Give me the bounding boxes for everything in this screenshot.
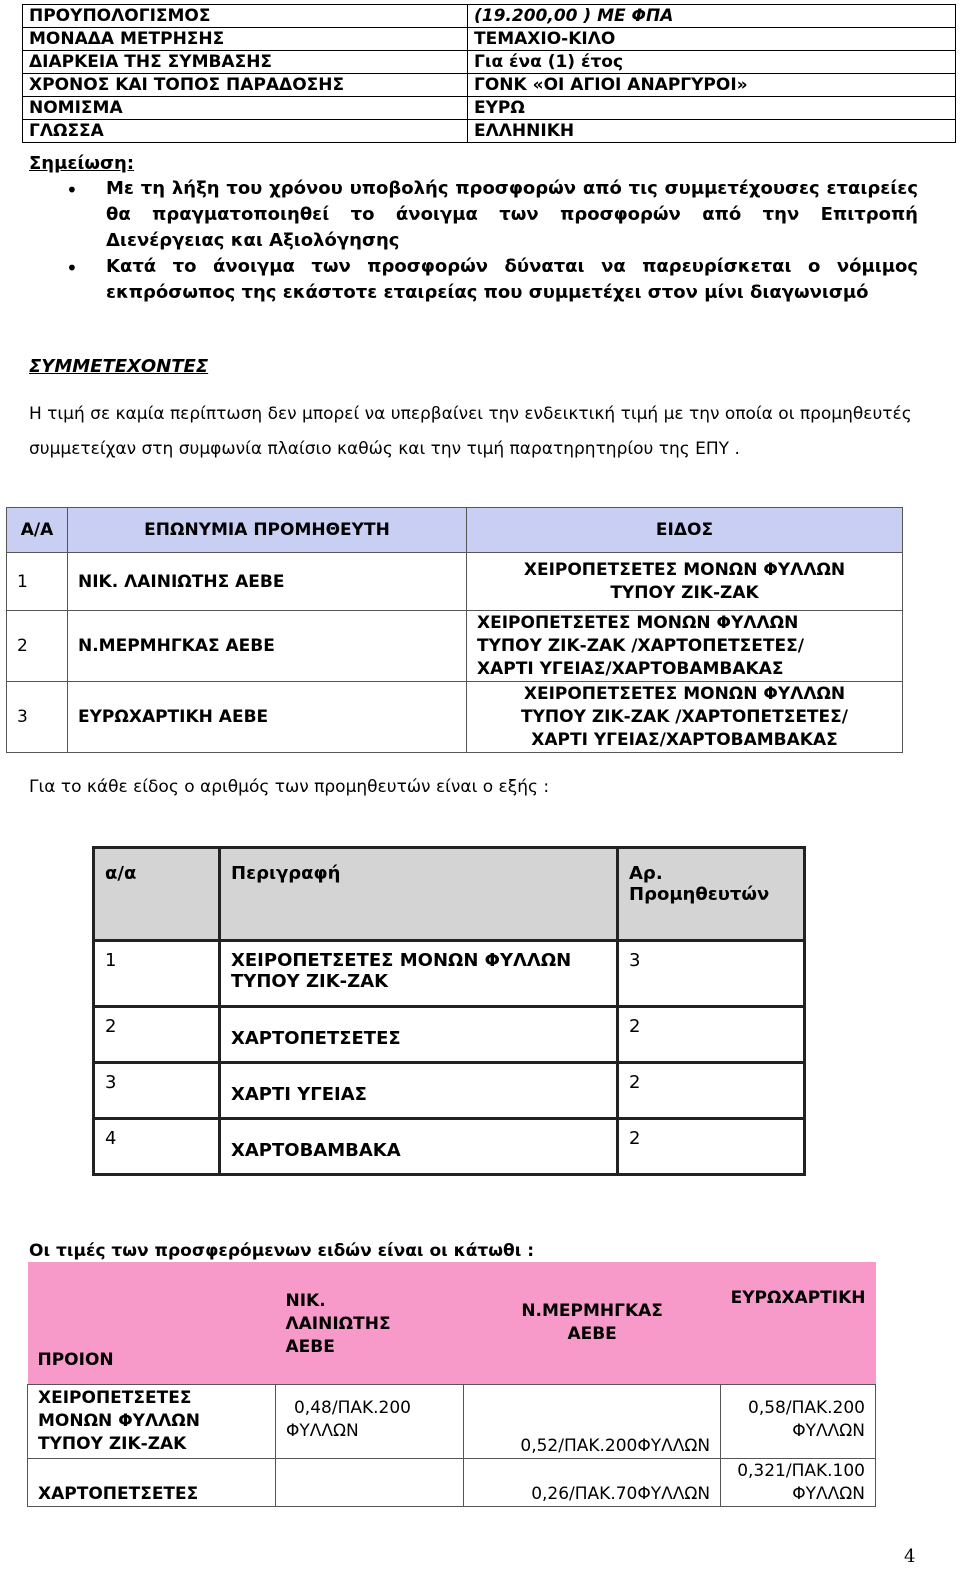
description-line: ΧΕΙΡΟΠΕΤΣΕΤΕΣ ΜΟΝΩΝ ΦΥΛΛΩΝ — [231, 950, 572, 971]
price-table — [27, 1262, 876, 1507]
supplier-kind — [467, 553, 903, 611]
spec-value: ΤΕΜΑΧΙΟ-ΚΙΛΟ — [468, 28, 956, 51]
column-header: Περιγραφή — [220, 848, 618, 941]
price-line: ΦΥΛΛΩΝ — [792, 1421, 865, 1441]
price-line: 0,321/ΠΑΚ.100 — [737, 1460, 865, 1481]
table-row — [94, 1063, 805, 1119]
supplier-name: ΝΙΚ. ΛΑΙΝΙΩΤΗΣ ΑΕΒΕ — [68, 553, 467, 611]
spec-value: (19.200,00 ) ΜΕ ΦΠΑ — [468, 5, 956, 28]
column-header: α/α — [94, 848, 220, 941]
row-number: 4 — [94, 1119, 220, 1175]
price-cell — [721, 1459, 876, 1507]
count-intro: Για το κάθε είδος ο αριθμός των προμηθευτών είναι ο εξής : — [29, 777, 550, 797]
row-number: 3 — [7, 682, 68, 753]
price-line: 0,58/ΠΑΚ.200 — [748, 1398, 865, 1418]
kind-line: ΤΥΠΟΥ ΖΙΚ-ΖΑΚ /ΧΑΡΤΟΠΕΤΣΕΤΕΣ/ — [521, 706, 848, 727]
table-header-row — [7, 508, 903, 553]
header-line: Ν.ΜΕΡΜΗΓΚΑΣ — [521, 1301, 663, 1321]
table-row — [94, 941, 805, 1007]
column-header-line: Αρ. — [629, 863, 663, 884]
count-table — [92, 846, 806, 1176]
kind-line: ΤΥΠΟΥ ΖΙΚ-ΖΑΚ /ΧΑΡΤΟΠΕΤΣΕΤΕΣ/ — [477, 635, 804, 656]
kind-line: ΧΕΙΡΟΠΕΤΣΕΤΕΣ ΜΟΝΩΝ ΦΥΛΛΩΝ — [477, 612, 799, 633]
column-header-supplier: ΕΥΡΩΧΑΡΤΙΚΗ — [721, 1262, 876, 1385]
price-cell — [721, 1385, 876, 1459]
header-line: ΑΕΒΕ — [285, 1336, 335, 1357]
price-line: ΦΥΛΛΩΝ — [792, 1483, 865, 1504]
spec-value: ΕΛΛΗΝΙΚΗ — [468, 120, 956, 143]
header-line: ΝΙΚ. — [285, 1290, 326, 1311]
column-header-line: Προμηθευτών — [629, 884, 770, 905]
spec-value: ΓΟΝΚ «ΟΙ ΑΓΙΟΙ ΑΝΑΡΓΥΡΟΙ» — [468, 74, 956, 97]
description-line: ΧΑΡΤΙ ΥΓΕΙΑΣ — [231, 1084, 367, 1105]
row-number: 1 — [7, 553, 68, 611]
kind-line: ΧΕΙΡΟΠΕΤΣΕΤΕΣ ΜΟΝΩΝ ΦΥΛΛΩΝ — [523, 683, 846, 704]
note-bullet: Με τη λήξη του χρόνου υποβολής προσφορών από τις συμμετέχουσες εταιρείες θα πραγματοποιηθεί το άνοιγμα των προσφορών από την Επιτροπή Διενέργειας και Αξιολόγησης — [106, 178, 918, 251]
bullet-icon: • — [66, 178, 78, 202]
price-cell: 0,26/ΠΑΚ.70ΦΥΛΛΩΝ — [464, 1459, 721, 1507]
column-header: ΕΠΩΝΥΜΙΑ ΠΡΟΜΗΘΕΥΤΗ — [68, 508, 467, 553]
column-header: Α/Α — [7, 508, 68, 553]
note-title: Σημείωση: — [29, 153, 135, 174]
supplier-count: 2 — [618, 1063, 805, 1119]
participants-paragraph-line: Η τιμή σε καμία περίπτωση δεν μπορεί να υπερβαίνει την ενδεικτική τιμή με την οποία οι προμηθευτές — [29, 404, 912, 424]
spec-row — [23, 5, 956, 28]
column-header-supplier — [464, 1262, 721, 1385]
supplier-count: 2 — [618, 1007, 805, 1063]
column-header-supplier — [275, 1262, 463, 1385]
column-header: ΕΙΔΟΣ — [467, 508, 903, 553]
participants-title: ΣΥΜΜΕΤΕΧΟΝΤΕΣ — [29, 356, 209, 377]
spec-label: ΝΟΜΙΣΜΑ — [23, 97, 468, 120]
table-row — [7, 611, 903, 682]
spec-row — [23, 28, 956, 51]
suppliers-table — [6, 507, 903, 753]
price-cell: 0,52/ΠΑΚ.200ΦΥΛΛΩΝ — [464, 1385, 721, 1459]
table-row — [28, 1459, 876, 1507]
table-row — [94, 1007, 805, 1063]
participants-paragraph-line: συμμετείχαν στη συμφωνία πλαίσιο καθώς και την τιμή παρατηρητηρίου της ΕΠΥ . — [29, 439, 740, 459]
spec-value: Για ένα (1) έτος — [468, 51, 956, 74]
spec-value: ΕΥΡΩ — [468, 97, 956, 120]
item-description — [220, 1119, 618, 1175]
supplier-kind — [467, 682, 903, 753]
kind-line: ΧΕΙΡΟΠΕΤΣΕΤΕΣ ΜΟΝΩΝ ΦΥΛΛΩΝ — [523, 559, 846, 580]
product-line: ΜΟΝΩΝ ΦΥΛΛΩΝ — [38, 1411, 200, 1431]
description-line: ΧΑΡΤΟΒΑΜΒΑΚΑ — [231, 1140, 401, 1161]
spec-label: ΓΛΩΣΣΑ — [23, 120, 468, 143]
supplier-kind — [467, 611, 903, 682]
product-name — [28, 1385, 276, 1459]
description-line: ΧΑΡΤΟΠΕΤΣΕΤΕΣ — [231, 1028, 401, 1049]
kind-line: ΧΑΡΤΙ ΥΓΕΙΑΣ/ΧΑΡΤΟΒΑΜΒΑΚΑΣ — [477, 658, 784, 679]
spec-row — [23, 51, 956, 74]
spec-row — [23, 97, 956, 120]
price-cell — [275, 1385, 463, 1459]
column-header — [618, 848, 805, 941]
note-bullet: Κατά το άνοιγμα των προσφορών δύναται να παρευρίσκεται ο νόμιμος εκπρόσωπος της εκάστοτε εταιρείας που συμμετέχει στον μίνι διαγωνισμό — [106, 256, 918, 303]
spec-row — [23, 120, 956, 143]
row-number: 1 — [94, 941, 220, 1007]
table-row — [7, 682, 903, 753]
table-row — [94, 1119, 805, 1175]
header-line: ΑΕΒΕ — [567, 1324, 617, 1344]
spec-label: ΧΡΟΝΟΣ ΚΑΙ ΤΟΠΟΣ ΠΑΡΑΔΟΣΗΣ — [23, 74, 468, 97]
spec-row — [23, 74, 956, 97]
supplier-count: 2 — [618, 1119, 805, 1175]
supplier-name: Ν.ΜΕΡΜΗΓΚΑΣ ΑΕΒΕ — [68, 611, 467, 682]
kind-line: ΤΥΠΟΥ ΖΙΚ-ΖΑΚ — [610, 582, 759, 603]
bullet-icon: • — [66, 256, 78, 280]
spec-label: ΜΟΝΑΔΑ ΜΕΤΡΗΣΗΣ — [23, 28, 468, 51]
row-number: 3 — [94, 1063, 220, 1119]
price-line: 0,48/ΠΑΚ.200 — [293, 1398, 411, 1418]
spec-label: ΔΙΑΡΚΕΙΑ ΤΗΣ ΣΥΜΒΑΣΗΣ — [23, 51, 468, 74]
row-number: 2 — [94, 1007, 220, 1063]
price-line: ΦΥΛΛΩΝ — [285, 1421, 359, 1441]
column-header-product: ΠΡΟΙΟΝ — [28, 1262, 276, 1385]
product-name: ΧΑΡΤΟΠΕΤΣΕΤΕΣ — [28, 1459, 276, 1507]
item-description — [220, 941, 618, 1007]
header-line: ΛΑΙΝΙΩΤΗΣ — [285, 1313, 391, 1334]
description-line: ΤΥΠΟΥ ΖΙΚ-ΖΑΚ — [231, 971, 389, 992]
table-row — [7, 553, 903, 611]
table-row — [28, 1385, 876, 1459]
row-number: 2 — [7, 611, 68, 682]
table-header-row — [94, 848, 805, 941]
kind-line: ΧΑΡΤΙ ΥΓΕΙΑΣ/ΧΑΡΤΟΒΑΜΒΑΚΑΣ — [531, 729, 838, 750]
price-caption: Οι τιμές των προσφερόμενων ειδών είναι οι κάτωθι : — [29, 1241, 535, 1261]
spec-label: ΠΡΟΥΠΟΛΟΓΙΣΜΟΣ — [23, 5, 468, 28]
product-line: ΤΥΠΟΥ ΖΙΚ-ΖΑΚ — [38, 1434, 187, 1454]
item-description — [220, 1063, 618, 1119]
product-line: ΧΕΙΡΟΠΕΤΣΕΤΕΣ — [38, 1388, 192, 1408]
page-number: 4 — [904, 1546, 916, 1567]
supplier-name: ΕΥΡΩΧΑΡΤΙΚΗ ΑΕΒΕ — [68, 682, 467, 753]
price-cell — [275, 1459, 463, 1507]
item-description — [220, 1007, 618, 1063]
supplier-count: 3 — [618, 941, 805, 1007]
table-header-row — [28, 1262, 876, 1385]
spec-table — [22, 4, 956, 143]
